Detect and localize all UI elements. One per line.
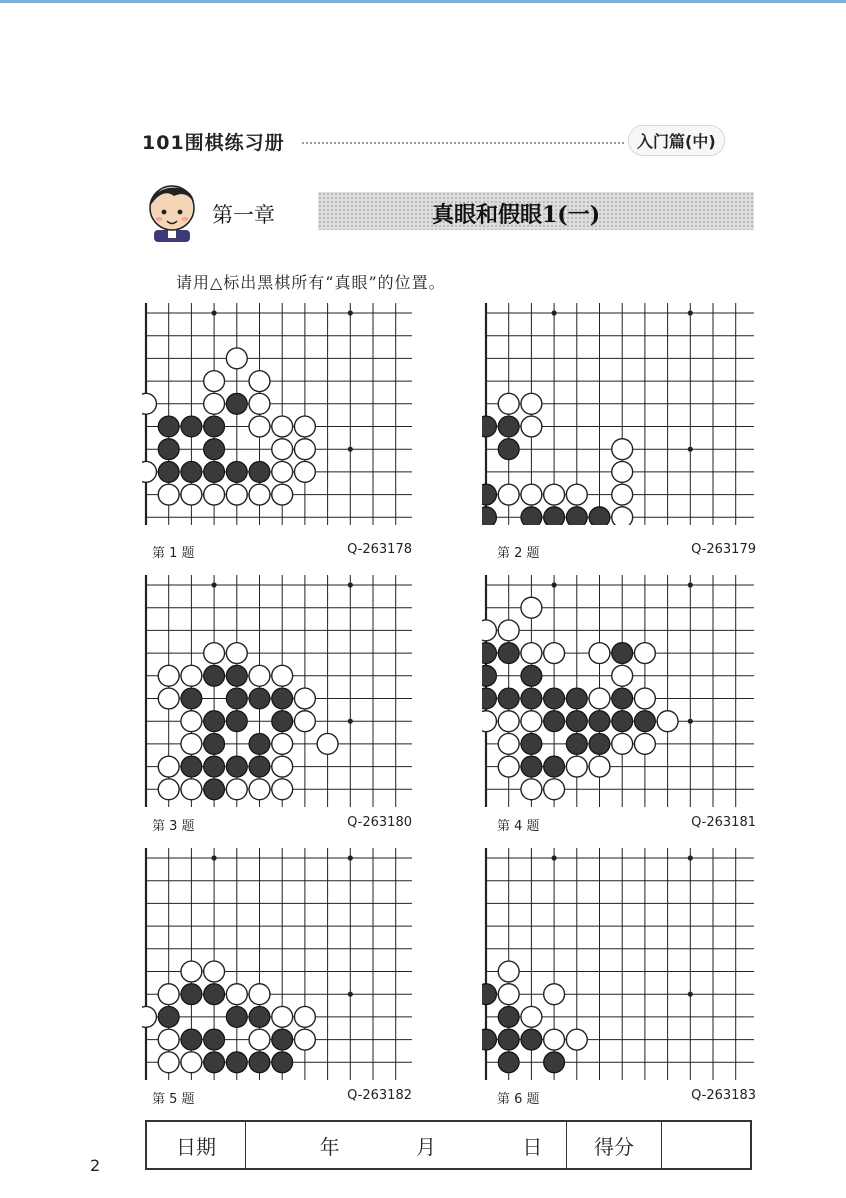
black-stone — [566, 688, 587, 709]
black-stone — [272, 1052, 293, 1073]
white-stone — [566, 756, 587, 777]
white-stone — [589, 756, 610, 777]
white-stone — [521, 711, 542, 732]
white-stone — [204, 643, 225, 664]
white-stone — [498, 484, 519, 505]
black-stone — [158, 1006, 179, 1027]
star-point — [212, 855, 217, 860]
star-point — [212, 310, 217, 315]
problem-number: 第 5 题 — [152, 1092, 195, 1107]
black-stone — [521, 688, 542, 709]
black-stone — [634, 711, 655, 732]
star-point — [688, 582, 693, 587]
black-stone — [181, 461, 202, 482]
white-stone — [544, 643, 565, 664]
white-stone — [272, 756, 293, 777]
white-stone — [521, 597, 542, 618]
white-stone — [482, 620, 496, 641]
white-stone — [498, 711, 519, 732]
black-stone — [482, 507, 496, 525]
black-stone — [226, 1006, 247, 1027]
go-board-problem-4[interactable] — [482, 575, 754, 807]
white-stone — [204, 393, 225, 414]
white-stone — [612, 507, 633, 525]
black-stone — [498, 416, 519, 437]
white-stone — [498, 620, 519, 641]
white-stone — [272, 416, 293, 437]
white-stone — [521, 416, 542, 437]
star-point — [688, 719, 693, 724]
black-stone — [226, 1052, 247, 1073]
white-stone — [158, 1029, 179, 1050]
black-stone — [226, 688, 247, 709]
black-stone — [181, 416, 202, 437]
year-label: 年 — [319, 1134, 340, 1159]
white-stone — [612, 461, 633, 482]
white-stone — [249, 484, 270, 505]
black-stone — [204, 439, 225, 460]
white-stone — [272, 484, 293, 505]
star-point — [552, 855, 557, 860]
black-stone — [226, 393, 247, 414]
black-stone — [249, 688, 270, 709]
black-stone — [498, 688, 519, 709]
black-stone — [521, 756, 542, 777]
white-stone — [294, 461, 315, 482]
white-stone — [272, 779, 293, 800]
chapter-label: 第一章 — [212, 203, 275, 227]
black-stone — [204, 733, 225, 754]
book-title: 101围棋练习册 — [142, 132, 285, 154]
white-stone — [566, 484, 587, 505]
date-label: 日期 — [146, 1121, 246, 1169]
white-stone — [158, 1052, 179, 1073]
white-stone — [181, 484, 202, 505]
white-stone — [294, 439, 315, 460]
problem-code: Q-263182 — [347, 1088, 412, 1103]
white-stone — [634, 688, 655, 709]
black-stone — [521, 733, 542, 754]
white-stone — [272, 439, 293, 460]
black-stone — [589, 507, 610, 525]
black-stone — [249, 1006, 270, 1027]
chapter-title: 真眼和假眼1(一) — [432, 202, 601, 228]
black-stone — [204, 779, 225, 800]
black-stone — [204, 1029, 225, 1050]
white-stone — [544, 484, 565, 505]
black-stone — [204, 756, 225, 777]
white-stone — [249, 393, 270, 414]
white-stone — [181, 665, 202, 686]
title-dotted-rule — [302, 142, 624, 144]
white-stone — [589, 688, 610, 709]
white-stone — [634, 733, 655, 754]
go-board-problem-6[interactable] — [482, 848, 754, 1080]
black-stone — [226, 665, 247, 686]
white-stone — [226, 984, 247, 1005]
white-stone — [612, 733, 633, 754]
score-field[interactable] — [662, 1121, 752, 1169]
star-point — [348, 310, 353, 315]
white-stone — [249, 1029, 270, 1050]
black-stone — [589, 733, 610, 754]
black-stone — [181, 688, 202, 709]
black-stone — [482, 688, 496, 709]
problem-code: Q-263179 — [691, 542, 756, 557]
white-stone — [142, 1006, 156, 1027]
white-stone — [158, 984, 179, 1005]
black-stone — [482, 984, 496, 1005]
white-stone — [142, 393, 156, 414]
white-stone — [294, 688, 315, 709]
boy-avatar-icon — [144, 176, 200, 242]
star-point — [348, 992, 353, 997]
go-board-problem-2[interactable] — [482, 303, 754, 525]
black-stone — [612, 711, 633, 732]
top-rule — [0, 0, 846, 3]
star-point — [552, 310, 557, 315]
black-stone — [482, 1029, 496, 1050]
black-stone — [204, 984, 225, 1005]
black-stone — [498, 1029, 519, 1050]
white-stone — [142, 461, 156, 482]
star-point — [348, 719, 353, 724]
black-stone — [272, 688, 293, 709]
white-stone — [204, 961, 225, 982]
black-stone — [544, 688, 565, 709]
month-label: 月 — [416, 1134, 436, 1159]
black-stone — [482, 416, 496, 437]
black-stone — [521, 507, 542, 525]
black-stone — [566, 711, 587, 732]
black-stone — [158, 439, 179, 460]
white-stone — [158, 665, 179, 686]
black-stone — [498, 439, 519, 460]
white-stone — [612, 439, 633, 460]
volume-badge: 入门篇(中) — [628, 125, 725, 156]
black-stone — [249, 1052, 270, 1073]
white-stone — [226, 484, 247, 505]
white-stone — [226, 779, 247, 800]
black-stone — [158, 461, 179, 482]
black-stone — [204, 1052, 225, 1073]
go-board-problem-1[interactable] — [142, 303, 412, 525]
white-stone — [272, 1006, 293, 1027]
white-stone — [272, 461, 293, 482]
black-stone — [249, 461, 270, 482]
white-stone — [204, 484, 225, 505]
white-stone — [249, 779, 270, 800]
white-stone — [272, 733, 293, 754]
black-stone — [204, 665, 225, 686]
black-stone — [204, 711, 225, 732]
black-stone — [521, 1029, 542, 1050]
black-stone — [498, 643, 519, 664]
black-stone — [498, 1006, 519, 1027]
black-stone — [249, 733, 270, 754]
white-stone — [317, 733, 338, 754]
star-point — [688, 992, 693, 997]
white-stone — [498, 393, 519, 414]
black-stone — [158, 416, 179, 437]
black-stone — [181, 756, 202, 777]
white-stone — [181, 1052, 202, 1073]
page-number: 2 — [90, 1156, 101, 1175]
score-table — [145, 1120, 752, 1170]
white-stone — [521, 393, 542, 414]
star-point — [212, 582, 217, 587]
black-stone — [612, 643, 633, 664]
white-stone — [294, 711, 315, 732]
white-stone — [272, 665, 293, 686]
problem-code: Q-263181 — [691, 815, 756, 830]
problem-code: Q-263178 — [347, 542, 412, 557]
black-stone — [544, 756, 565, 777]
black-stone — [272, 711, 293, 732]
white-stone — [181, 733, 202, 754]
problem-number: 第 4 题 — [497, 819, 540, 834]
black-stone — [226, 461, 247, 482]
black-stone — [521, 665, 542, 686]
white-stone — [249, 371, 270, 392]
white-stone — [566, 1029, 587, 1050]
star-point — [348, 582, 353, 587]
white-stone — [249, 984, 270, 1005]
white-stone — [294, 1029, 315, 1050]
day-label: 日 — [522, 1134, 543, 1159]
white-stone — [158, 484, 179, 505]
white-stone — [521, 1006, 542, 1027]
white-stone — [521, 779, 542, 800]
white-stone — [498, 756, 519, 777]
white-stone — [544, 779, 565, 800]
black-stone — [226, 711, 247, 732]
black-stone — [589, 711, 610, 732]
white-stone — [249, 665, 270, 686]
white-stone — [544, 984, 565, 1005]
star-point — [552, 582, 557, 587]
black-stone — [544, 507, 565, 525]
white-stone — [226, 348, 247, 369]
problem-code: Q-263180 — [347, 815, 412, 830]
white-stone — [589, 643, 610, 664]
white-stone — [612, 484, 633, 505]
star-point — [688, 855, 693, 860]
black-stone — [482, 484, 496, 505]
go-board-problem-5[interactable] — [142, 848, 412, 1080]
black-stone — [181, 1029, 202, 1050]
date-field[interactable] — [246, 1121, 567, 1169]
problem-number: 第 3 题 — [152, 819, 195, 834]
white-stone — [158, 688, 179, 709]
star-point — [688, 447, 693, 452]
white-stone — [521, 643, 542, 664]
white-stone — [612, 665, 633, 686]
black-stone — [482, 665, 496, 686]
black-stone — [226, 756, 247, 777]
white-stone — [634, 643, 655, 664]
problem-number: 第 1 题 — [152, 546, 195, 561]
white-stone — [158, 779, 179, 800]
go-board-problem-3[interactable] — [142, 575, 412, 807]
black-stone — [544, 711, 565, 732]
white-stone — [498, 984, 519, 1005]
white-stone — [181, 961, 202, 982]
white-stone — [482, 711, 496, 732]
white-stone — [181, 711, 202, 732]
black-stone — [181, 984, 202, 1005]
black-stone — [612, 688, 633, 709]
problem-number: 第 6 题 — [497, 1092, 540, 1107]
star-point — [348, 447, 353, 452]
white-stone — [521, 484, 542, 505]
black-stone — [204, 461, 225, 482]
white-stone — [294, 1006, 315, 1027]
white-stone — [498, 961, 519, 982]
star-point — [688, 310, 693, 315]
black-stone — [204, 416, 225, 437]
score-label: 得分 — [567, 1121, 662, 1169]
white-stone — [181, 779, 202, 800]
problem-code: Q-263183 — [691, 1088, 756, 1103]
white-stone — [294, 416, 315, 437]
white-stone — [498, 733, 519, 754]
white-stone — [158, 756, 179, 777]
white-stone — [249, 416, 270, 437]
star-point — [348, 855, 353, 860]
instruction-text: 请用△标出黑棋所有“真眼”的位置。 — [176, 273, 446, 292]
black-stone — [566, 733, 587, 754]
black-stone — [482, 643, 496, 664]
problem-number: 第 2 题 — [497, 546, 540, 561]
white-stone — [544, 1029, 565, 1050]
black-stone — [498, 1052, 519, 1073]
black-stone — [544, 1052, 565, 1073]
black-stone — [566, 507, 587, 525]
white-stone — [657, 711, 678, 732]
white-stone — [226, 643, 247, 664]
white-stone — [204, 371, 225, 392]
black-stone — [272, 1029, 293, 1050]
black-stone — [249, 756, 270, 777]
